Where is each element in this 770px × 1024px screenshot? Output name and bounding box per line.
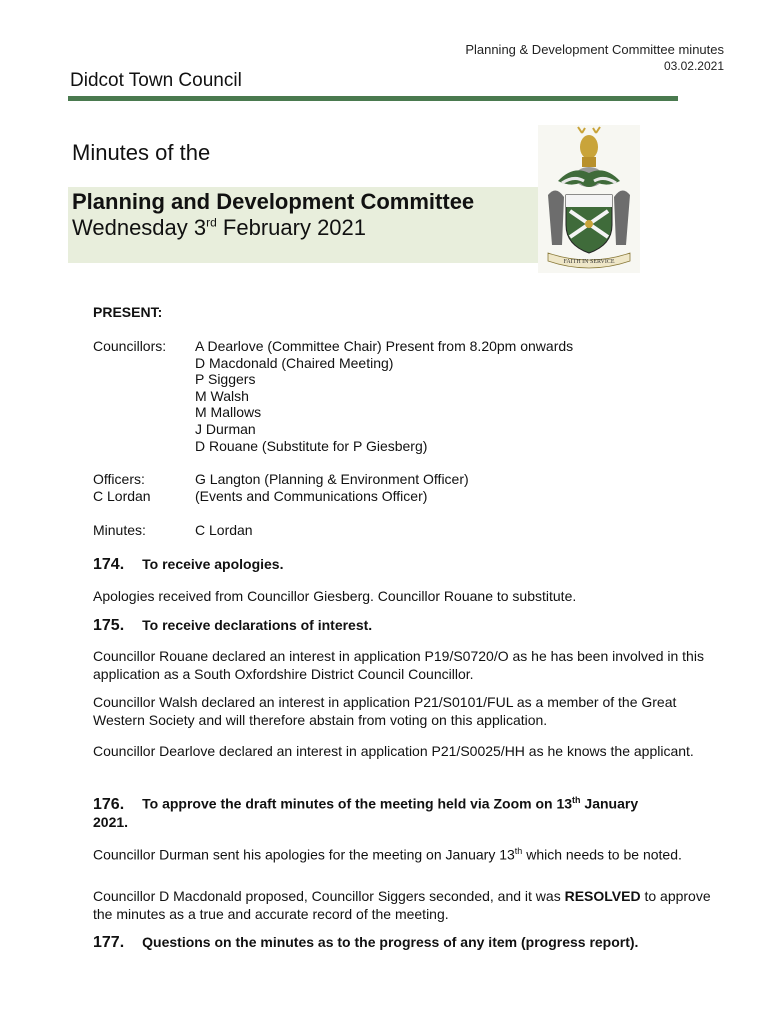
item-175-heading	[93, 617, 372, 635]
item-174-paragraph: Apologies received from Councillor Giesberg. Councillor Rouane to substitute.	[93, 588, 577, 604]
item-177-heading	[93, 934, 638, 952]
officers-label	[93, 471, 151, 504]
item-number: 174.	[93, 556, 125, 573]
crest-motto: FAITH IN SERVICE	[563, 259, 615, 265]
councillor-entry: J Durman	[195, 420, 256, 437]
meeting-date	[72, 215, 366, 241]
item-number: 175.	[93, 617, 125, 634]
item-title-line2: 2021.	[93, 813, 129, 830]
para-text: which needs to be noted.	[522, 846, 682, 863]
councillors-label: Councillors:	[93, 338, 167, 354]
councillor-entry: D Rouane (Substitute for P Giesberg)	[195, 437, 428, 454]
item-176-heading	[93, 795, 713, 830]
committee-name: Planning and Development Committee	[72, 189, 475, 214]
para-text: Councillor Durman sent his apologies for the meeting on January 13	[93, 846, 515, 863]
councillor-entry: D Macdonald (Chaired Meeting)	[195, 354, 394, 371]
meeting-date-post: February 2021	[216, 215, 367, 240]
minutes-label: Minutes:	[93, 522, 146, 538]
council-name: Didcot Town Council	[70, 70, 242, 91]
resolved-keyword: RESOLVED	[564, 888, 641, 904]
councillors-list	[195, 338, 573, 454]
meeting-date-pre: Wednesday 3	[72, 215, 207, 240]
minutes-value: C Lordan	[195, 522, 253, 538]
councillor-entry: A Dearlove (Committee Chair) Present from 8.20pm onwards	[195, 338, 574, 354]
item-175-paragraph-1: Councillor Rouane declared an interest in application P19/S0720/O as he has been involved in this application as a South Oxfordshire District Council Councillor.	[93, 648, 704, 682]
item-title: To receive apologies.	[142, 556, 284, 572]
item-title-sup: th	[572, 795, 581, 805]
item-176-paragraph-1	[93, 842, 713, 864]
officers-label-text: Officers:	[93, 471, 145, 487]
item-number: 177.	[93, 934, 125, 951]
minutes-of-heading: Minutes of the	[72, 140, 211, 165]
officer-2-name: C Lordan	[93, 487, 151, 504]
item-175-paragraph-2: Councillor Walsh declared an interest in application P21/S0101/FUL as a member of the Great Western Society and will therefore abstain from voting on this application.	[93, 694, 677, 728]
item-number: 176.	[93, 795, 125, 813]
para-sup: th	[514, 846, 523, 856]
header-doc-title: Planning & Development Committee minutes	[465, 42, 724, 57]
item-title-pre: To approve the draft minutes of the meeting held via Zoom on 13	[142, 795, 573, 812]
present-heading: PRESENT:	[93, 304, 163, 320]
item-title: To receive declarations of interest.	[142, 617, 373, 633]
item-174-heading	[93, 556, 284, 574]
header-date: 03.02.2021	[663, 59, 724, 73]
councillor-entry: M Walsh	[195, 387, 249, 404]
item-175-paragraph-3: Councillor Dearlove declared an interest in application P21/S0025/HH as he knows the applicant.	[93, 743, 694, 759]
officers-list	[195, 471, 469, 504]
title-block	[68, 187, 541, 263]
para-text: to approve the minutes as a true and accurate record of the meeting.	[93, 888, 711, 922]
officer-entry: G Langton (Planning & Environment Officer)	[195, 471, 469, 487]
councillor-entry: M Mallows	[195, 404, 262, 421]
officer-entry: (Events and Communications Officer)	[195, 487, 428, 504]
header-divider	[68, 96, 678, 101]
running-header	[465, 42, 724, 74]
meeting-date-sup: rd	[206, 215, 217, 230]
item-title-post: January	[580, 795, 639, 812]
item-title: Questions on the minutes as to the progress of any item (progress report).	[142, 934, 639, 950]
council-crest-logo	[538, 125, 640, 273]
councillor-entry: P Siggers	[195, 371, 256, 388]
item-176-paragraph-2	[93, 887, 713, 923]
para-text: Councillor D Macdonald proposed, Councillor Siggers seconded, and it was	[93, 888, 565, 904]
